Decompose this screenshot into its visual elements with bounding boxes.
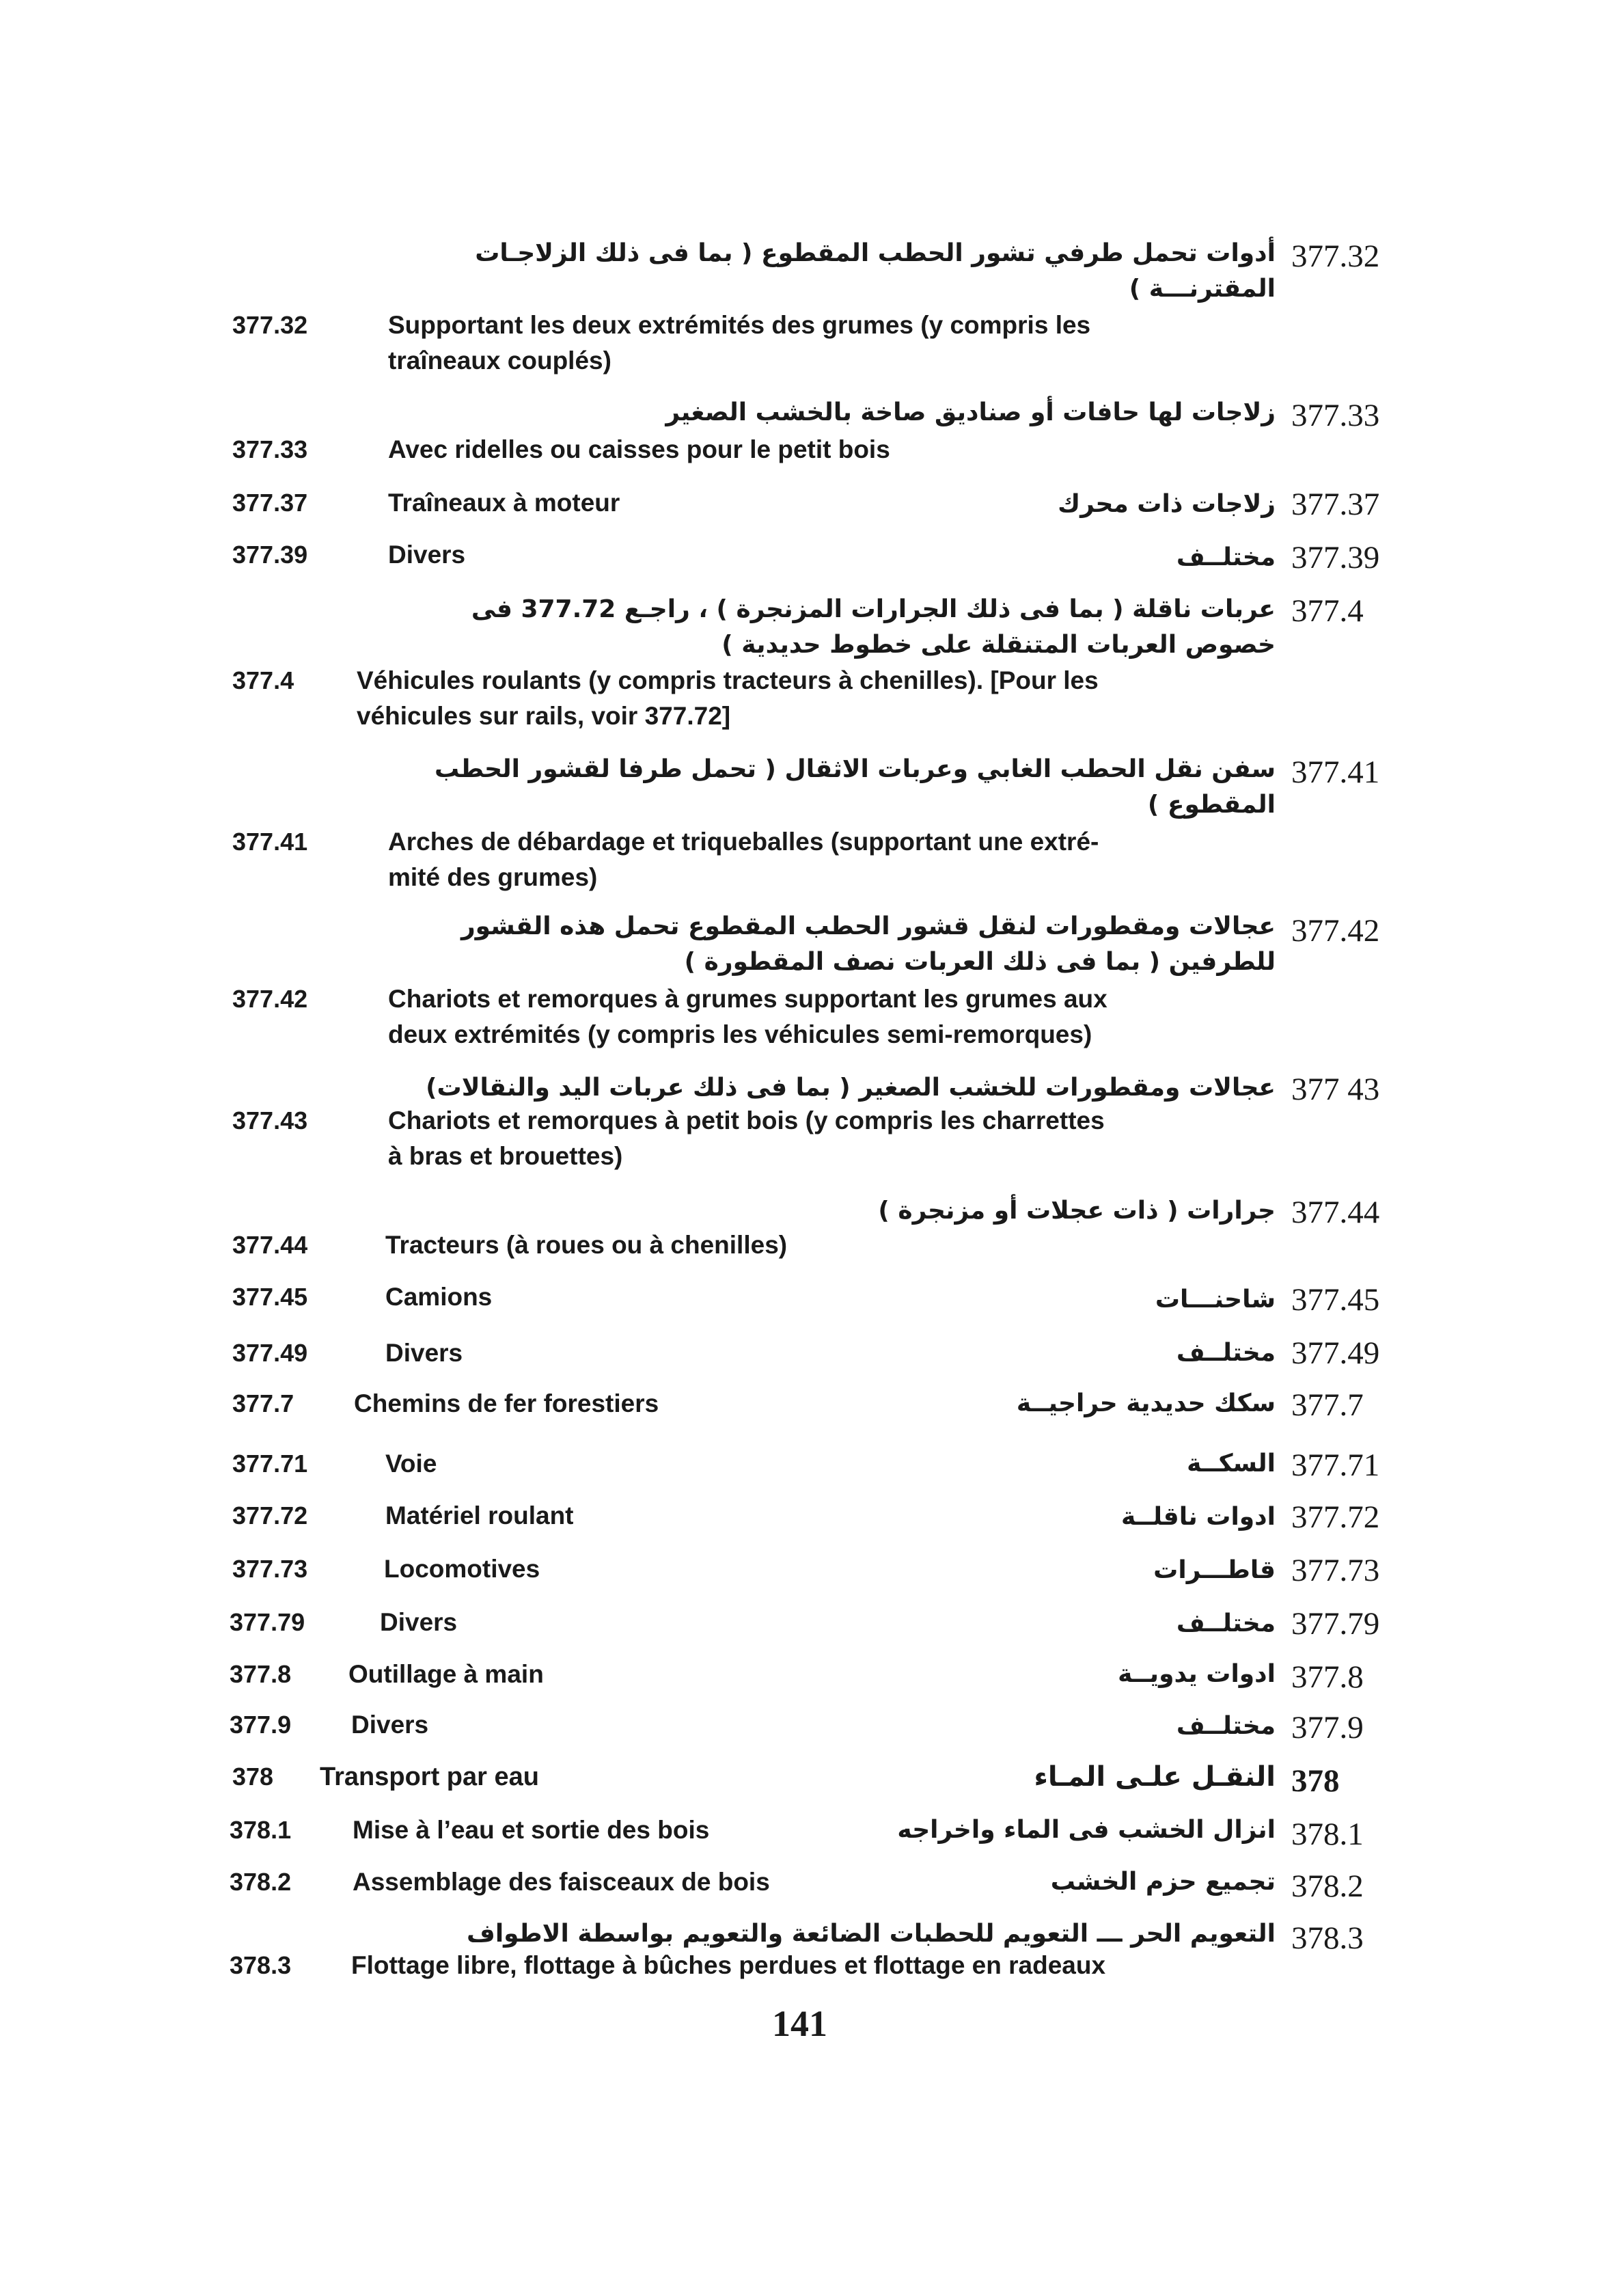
french-text: Divers [351,1711,429,1739]
arabic-text: عجالات ومقطورات للخشب الصغير ( بما فى ذلك عربات اليد والنقالات) [426,1074,1276,1102]
french-code: 377.9 [230,1711,292,1739]
page-number: 141 [772,2003,827,2044]
arabic-text: شاحنـــات [1155,1286,1276,1314]
arabic-section-title: النقـل علـى المـاء [1034,1761,1276,1793]
french-code: 377.44 [232,1231,308,1259]
arabic-code: 377 43 [1291,1072,1380,1107]
french-code: 377.32 [232,311,308,339]
french-text: Traîneaux à moteur [388,489,620,517]
arabic-code: 377.7 [1291,1387,1364,1423]
arabic-code: 377.9 [1291,1710,1364,1745]
french-code: 378.2 [230,1868,292,1896]
arabic-text: ادوات ناقلــة [1121,1503,1276,1531]
arabic-code: 377.79 [1291,1606,1380,1642]
arabic-text: مختلــف [1176,1339,1276,1367]
french-code: 377.73 [232,1555,308,1583]
french-code: 377.72 [232,1501,308,1530]
arabic-code: 377.49 [1291,1335,1380,1371]
french-code: 377.49 [232,1339,308,1367]
arabic-code: 378.3 [1291,1920,1364,1956]
french-text: Chariots et remorques à grumes supportant les grumes aux deux extrémités (y compris les véhicules semi-remorques) [388,985,1107,1048]
french-code: 377.8 [230,1660,292,1688]
french-text: Arches de débardage et triqueballes (supportant une extré- mité des grumes) [388,828,1099,891]
arabic-code: 378.2 [1291,1868,1364,1904]
french-code: 377.43 [232,1106,308,1134]
arabic-code: 377.32 [1291,239,1380,274]
arabic-text: السكــة [1187,1450,1276,1478]
arabic-text: زلاجات ذات محرك [1058,490,1276,518]
french-code: 377.7 [232,1389,294,1417]
arabic-text: مختلــف [1176,1609,1276,1637]
french-text: Supportant les deux extrémités des grumes (y compris les traîneaux couplés) [388,311,1091,375]
arabic-code: 377.44 [1291,1195,1380,1230]
arabic-text: سكك حديدية حراجيــة [1016,1389,1276,1417]
arabic-code: 377.72 [1291,1499,1380,1535]
arabic-code: 377.39 [1291,540,1380,575]
arabic-text: عجالات ومقطورات لنقل قشور الحطب المقطوع تحمل هذه القشور للطرفين ( بما فى ذلك العربات نصف المقطورة ) [460,912,1276,976]
arabic-code: 378.1 [1291,1817,1364,1852]
french-code: 377.33 [232,435,308,463]
arabic-text: مختلــف [1176,1712,1276,1740]
french-text: Matériel roulant [385,1501,574,1530]
arabic-text: ادوات يدويــة [1118,1660,1276,1688]
arabic-text: أدوات تحمل طرفي تشور الحطب المقطوع ( بما فى ذلك الزلاجـات المقترنـــة ) [475,239,1276,303]
arabic-text: التعويم الحر ـــ التعويم للحطبات الضائعة والتعويم بواسطة الاطواف [467,1920,1276,1948]
french-code: 377.4 [232,666,294,694]
french-text: Avec ridelles ou caisses pour le petit bois [388,435,890,463]
arabic-code: 377.8 [1291,1659,1364,1695]
french-section-title: Transport par eau [320,1763,539,1791]
french-code: 378.1 [230,1816,292,1844]
arabic-code: 377.4 [1291,593,1364,629]
arabic-code: 377.45 [1291,1282,1380,1318]
french-code: 377.39 [232,541,308,569]
arabic-code: 377.73 [1291,1553,1380,1588]
arabic-code: 377.42 [1291,913,1380,949]
french-text: Divers [388,541,466,569]
arabic-text: عربات ناقلة ( بما فى ذلك الجرارات المزنجرة ) ، راجـع 377.72 فى خصوص العربات المتنقلة على خطوط حديدية ) [471,595,1276,659]
french-code: 377.71 [232,1450,308,1478]
french-text: Chariots et remorques à petit bois (y compris les charrettes à bras et brouettes) [388,1106,1105,1170]
french-text: Camions [385,1283,493,1311]
french-code: 377.45 [232,1283,308,1311]
french-text: Chemins de fer forestiers [354,1389,659,1417]
french-code: 378.3 [230,1951,292,1979]
arabic-code: 377.41 [1291,754,1380,790]
french-text: Tracteurs (à roues ou à chenilles) [385,1231,788,1259]
french-text: Locomotives [384,1555,540,1583]
french-text: Véhicules roulants (y compris tracteurs à chenilles). [Pour les véhicules sur rails, voir 377.72] [357,666,1099,730]
arabic-code: 377.33 [1291,398,1380,433]
arabic-code: 377.37 [1291,487,1380,522]
arabic-text: انزال الخشب فى الماء واخراجه [897,1816,1276,1844]
arabic-text: زلاجات لها حافات أو صناديق صاخة بالخشب الصغير [665,398,1276,426]
french-text: Assemblage des faisceaux de bois [353,1868,770,1896]
french-code: 377.42 [232,985,308,1013]
arabic-text: قاطـــرات [1153,1556,1276,1584]
french-code: 378 [232,1763,274,1791]
arabic-text: تجميع حزم الخشب [1050,1868,1276,1896]
arabic-code: 377.71 [1291,1447,1380,1483]
french-code: 377.79 [230,1608,305,1636]
french-text: Mise à l’eau et sortie des bois [353,1816,710,1844]
french-text: Divers [380,1608,458,1636]
arabic-text: مختلــف [1176,543,1276,571]
french-code: 377.41 [232,828,308,856]
french-text: Voie [385,1450,437,1478]
french-text: Flottage libre, flottage à bûches perdues et flottage en radeaux [351,1951,1106,1979]
arabic-code: 378 [1291,1763,1340,1799]
arabic-text: جرارات ( ذات عجلات أو مزنجرة ) [878,1197,1276,1225]
french-code: 377.37 [232,489,308,517]
french-text: Divers [385,1339,463,1367]
french-text: Outillage à main [348,1660,544,1688]
arabic-text: سفن نقل الحطب الغابي وعربات الاثقال ( تحمل طرفا لقشور الحطب المقطوع ) [434,755,1276,819]
